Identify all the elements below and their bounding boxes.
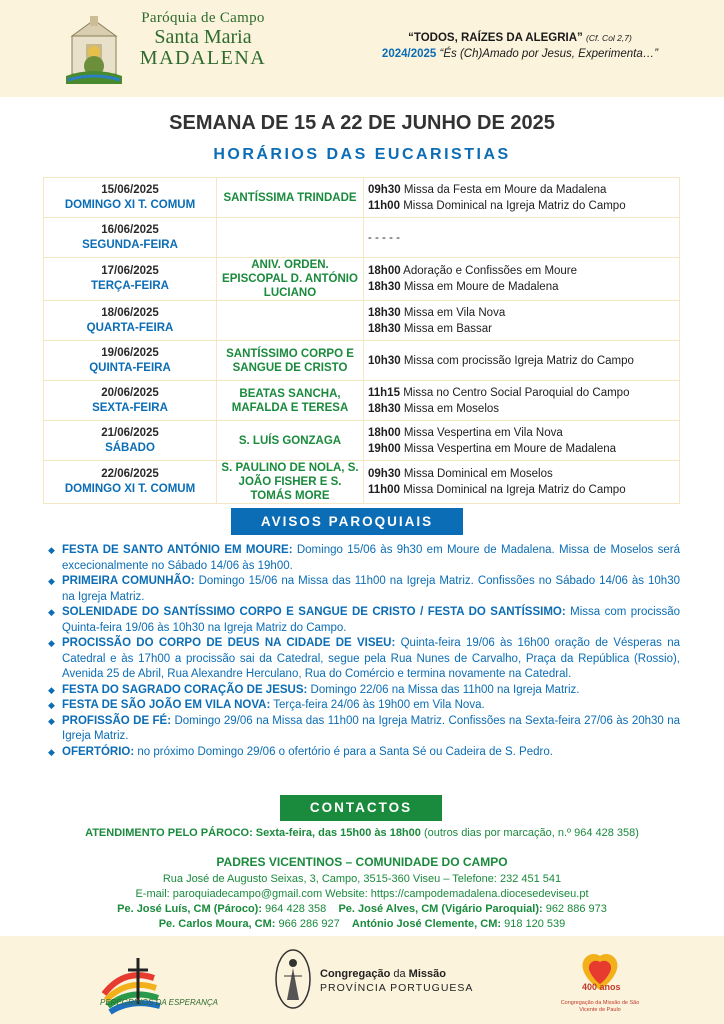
- mass-desc: Missa no Centro Social Paroquial do Campo: [403, 386, 630, 399]
- schedule-date-cell: [44, 341, 217, 381]
- office-hours-tail: (outros dias por marcação, n.º 964 428 358): [420, 827, 639, 839]
- jubilee-label: PEREGRINOS DA ESPERANÇA: [100, 998, 218, 1007]
- community-name: PADRES VICENTINOS – COMUNIDADE DO CAMPO: [216, 855, 508, 869]
- schedule-date-cell: [44, 301, 217, 341]
- congregation-missao: Missão: [408, 968, 446, 980]
- notice-body: Domingo 29/06 na Missa das 11h00 na Igreja Matriz. Confissões na Sexta-feira 27/06 às 20h30 na Igreja Matriz.: [62, 714, 680, 742]
- mass-entry: [368, 401, 679, 417]
- diamond-bullet-icon: ◆: [48, 700, 55, 710]
- mass-time: 18h00: [368, 265, 401, 277]
- mass-time: 18h30: [368, 322, 401, 335]
- mass-entry: [368, 425, 679, 441]
- schedule-date: 18/06/2025: [101, 306, 159, 319]
- priest-2-phone: 962 886 973: [542, 903, 607, 915]
- mass-entry: [368, 441, 679, 457]
- mass-time: 18h30: [368, 306, 401, 319]
- eucharist-title: HORÁRIOS DAS EUCARISTIAS: [213, 146, 511, 163]
- priest-2-name: Pe. José Alves, CM (Vigário Paroquial):: [338, 903, 543, 915]
- anniversary-label: 400 anos: [582, 982, 621, 992]
- mass-entry: [368, 466, 679, 482]
- schedule-masses: [364, 178, 680, 218]
- diamond-bullet-icon: ◆: [48, 638, 55, 648]
- notice-body: Quinta-feira 19/06 às 16h00 oração de Vésperas na Catedral e às 17h00 a procissão sai da Catedral, segue pela Rua Nunes de Carvalho, Praça da República (Rossio), Avenida 25 de Abril, Rua Alexandre Herculano, Rua do Comércio e termina novamente na Catedral.: [62, 637, 680, 680]
- congregation-word: Congregação: [320, 968, 391, 980]
- schedule-masses: [364, 461, 680, 504]
- diamond-bullet-icon: ◆: [48, 746, 55, 757]
- priest-3-phone: 966 286 927: [275, 918, 340, 930]
- schedule-feast: [217, 301, 364, 341]
- schedule-date: 22/06/2025: [101, 468, 159, 480]
- logo-line-2: Santa Maria: [154, 26, 252, 48]
- schedule-date-cell: [44, 381, 217, 421]
- notices-list: [48, 543, 680, 760]
- notice-item: [48, 683, 680, 699]
- congregation-text: [320, 967, 473, 995]
- anniversary-subtitle: Congregação da Missão de São Vicente de Paulo: [560, 1000, 640, 1013]
- schedule-row: [44, 258, 680, 301]
- mass-entry: [368, 230, 679, 246]
- schedule-date-cell: [44, 178, 217, 218]
- notice-item: [48, 574, 680, 605]
- notice-body: Domingo 15/06 na Missa das 11h00 na Igreja Matriz. Confissões no Sábado 14/06 às 10h30 na Igreja Matriz.: [62, 575, 680, 603]
- mass-entry: [368, 182, 679, 198]
- mass-time: 11h00: [368, 199, 400, 212]
- priests-line-2: [0, 917, 724, 932]
- schedule-masses: [364, 381, 680, 421]
- contacts-heading: CONTACTOS: [280, 795, 442, 821]
- schedule-weekday: DOMINGO XI T. COMUM: [64, 198, 196, 211]
- schedule-row: [44, 218, 680, 258]
- mass-desc: Missa Dominical em Moselos: [403, 468, 553, 480]
- mass-desc: - - - - -: [368, 231, 400, 244]
- schedule-row: [44, 421, 680, 461]
- mass-entry: [368, 279, 679, 295]
- mass-desc: Missa com procissão Igreja Matriz do Campo: [403, 354, 634, 367]
- mass-time: 18h30: [368, 281, 401, 293]
- motto-year: 2024/2025: [381, 48, 437, 60]
- schedule-weekday: SÁBADO: [105, 441, 155, 454]
- notice-head: PROCISSÃO DO CORPO DE DEUS NA CIDADE DE VISEU:: [62, 637, 396, 649]
- congregation-da: da: [390, 968, 409, 980]
- mass-entry: [368, 482, 679, 498]
- footer: [0, 936, 724, 1024]
- schedule-feast: ANIV. ORDEN. EPISCOPAL D. ANTÓNIO LUCIANO: [217, 258, 364, 301]
- schedule-feast: S. PAULINO DE NOLA, S. JOÃO FISHER E S. TOMÁS MORE: [217, 461, 364, 504]
- diamond-bullet-icon: ◆: [48, 607, 55, 617]
- priest-1-phone: 964 428 358: [262, 903, 327, 915]
- schedule-masses: [364, 301, 680, 341]
- schedule-date: 21/06/2025: [101, 426, 159, 439]
- schedule-row: [44, 341, 680, 381]
- notice-body: Domingo 22/06 na Missa das 11h00 na Igreja Matriz.: [307, 683, 580, 696]
- address-block: [0, 872, 724, 932]
- notice-item: [48, 605, 680, 636]
- mass-schedule-table: [43, 177, 680, 504]
- schedule-masses: [364, 341, 680, 381]
- notice-item: [48, 745, 680, 761]
- schedule-date-cell: [44, 461, 217, 504]
- mass-time: 10h30: [368, 354, 401, 367]
- schedule-row: [44, 381, 680, 421]
- mass-desc: Adoração e Confissões em Moure: [403, 265, 578, 277]
- jubilee-logo-icon: [94, 948, 172, 1018]
- schedule-weekday: DOMINGO XI T. COMUM: [64, 483, 196, 495]
- notice-head: FESTA DO SAGRADO CORAÇÃO DE JESUS:: [62, 683, 308, 696]
- notice-head: PRIMEIRA COMUNHÃO:: [62, 575, 195, 587]
- mass-desc: Missa Dominical na Igreja Matriz do Campo: [403, 199, 626, 212]
- office-hours-head: ATENDIMENTO PELO PÁROCO: Sexta-feira, das 15h00 às 18h00: [85, 827, 421, 839]
- mass-desc: Missa em Bassar: [403, 322, 492, 335]
- mass-desc: Missa em Vila Nova: [403, 306, 506, 319]
- schedule-feast: BEATAS SANCHA, MAFALDA E TERESA: [217, 381, 364, 421]
- office-hours: [0, 827, 724, 839]
- mass-time: 11h00: [368, 484, 400, 496]
- week-title: SEMANA DE 15 A 22 DE JUNHO DE 2025: [169, 112, 555, 134]
- mass-desc: Missa em Moselos: [403, 402, 500, 415]
- address: Rua José de Augusto Seixas, 3, Campo, 3515-360 Viseu – Telefone: 232 451 541: [162, 873, 562, 885]
- priest-4-name: António José Clemente, CM:: [351, 918, 502, 930]
- schedule-date: 16/06/2025: [101, 223, 159, 236]
- notice-body: Missa com procissão Quinta-feira 19/06 às 10h30 na Igreja Matriz do Campo.: [62, 606, 680, 634]
- schedule-date: 15/06/2025: [101, 183, 159, 196]
- schedule-row: [44, 178, 680, 218]
- avisos-heading: AVISOS PAROQUIAIS: [231, 508, 463, 535]
- mass-time: 18h30: [368, 402, 401, 415]
- parish-logo-text: [128, 10, 278, 68]
- mass-entry: [368, 198, 679, 214]
- schedule-feast: SANTÍSSIMA TRINDADE: [217, 178, 364, 218]
- motto-main: “TODOS, RAÍZES DA ALEGRIA”: [408, 32, 583, 44]
- mass-desc: Missa Dominical na Igreja Matriz do Campo: [403, 484, 626, 496]
- schedule-date: 19/06/2025: [101, 346, 159, 359]
- priest-4-phone: 918 120 539: [501, 918, 566, 930]
- logo-line-3: MADALENA: [139, 47, 267, 69]
- schedule-weekday: SEXTA-FEIRA: [92, 401, 168, 414]
- mass-entry: [368, 263, 679, 279]
- schedule-weekday: TERÇA-FEIRA: [91, 280, 169, 292]
- diamond-bullet-icon: ◆: [48, 715, 55, 726]
- mass-time: 09h30: [368, 183, 401, 196]
- mass-desc: Missa Vespertina em Vila Nova: [403, 426, 563, 439]
- notice-head: PROFISSÃO DE FÉ:: [62, 714, 172, 727]
- mass-desc: Missa em Moure de Madalena: [403, 281, 559, 293]
- church-logo-icon: [66, 14, 122, 84]
- mass-time: 18h00: [368, 426, 401, 439]
- schedule-masses: [364, 258, 680, 301]
- schedule-masses: [364, 421, 680, 461]
- motto-ref: (Cf. Col 2,7): [586, 33, 632, 43]
- mass-entry: [368, 305, 679, 321]
- diamond-bullet-icon: ◆: [48, 576, 55, 586]
- priest-3-name: Pe. Carlos Moura, CM:: [158, 918, 276, 930]
- email-website: E-mail: paroquiadecampo@gmail.com Website: https://campodemadalena.diocesedeviseu.pt: [135, 888, 589, 900]
- schedule-date-cell: [44, 218, 217, 258]
- notice-item: [48, 636, 680, 683]
- schedule-feast: S. LUÍS GONZAGA: [217, 421, 364, 461]
- mass-desc: Missa da Festa em Moure da Madalena: [403, 183, 607, 196]
- schedule-date: 20/06/2025: [101, 386, 159, 399]
- schedule-weekday: QUINTA-FEIRA: [89, 361, 171, 374]
- mass-time: 19h00: [368, 442, 401, 455]
- notice-item: [48, 714, 680, 745]
- notice-head: FESTA DE SANTO ANTÓNIO EM MOURE:: [62, 544, 293, 556]
- mass-entry: [368, 353, 679, 369]
- schedule-date-cell: [44, 258, 217, 301]
- schedule-weekday: QUARTA-FEIRA: [86, 321, 174, 334]
- notice-head: FESTA DE SÃO JOÃO EM VILA NOVA:: [62, 699, 271, 711]
- schedule-feast: [217, 218, 364, 258]
- priests-line-1: [0, 902, 724, 917]
- schedule-row: [44, 301, 680, 341]
- diamond-bullet-icon: ◆: [48, 545, 55, 555]
- notice-head: SOLENIDADE DO SANTÍSSIMO CORPO E SANGUE DE CRISTO / FESTA DO SANTÍSSIMO:: [62, 606, 566, 618]
- motto-sub: “És (Ch)Amado por Jesus, Experimenta…”: [439, 48, 659, 60]
- logo-line-1: Paróquia de Campo: [141, 10, 265, 26]
- diamond-bullet-icon: ◆: [48, 684, 55, 695]
- header: [0, 0, 724, 97]
- schedule-masses: [364, 218, 680, 258]
- motto: [340, 30, 700, 62]
- notice-item: [48, 543, 680, 574]
- notice-body: Terça-feira 24/06 às 19h00 em Vila Nova.: [270, 699, 485, 711]
- priest-1-name: Pe. José Luís, CM (Pároco):: [117, 903, 262, 915]
- province: PROVÍNCIA PORTUGUESA: [320, 982, 474, 994]
- mass-desc: Missa Vespertina em Moure de Madalena: [403, 442, 617, 455]
- schedule-feast: SANTÍSSIMO CORPO E SANGUE DE CRISTO: [217, 341, 364, 381]
- notice-body: no próximo Domingo 29/06 o ofertório é para a Santa Sé ou Cadeira de S. Pedro.: [134, 745, 553, 758]
- mass-time: 09h30: [368, 468, 401, 480]
- congregation-medal-icon: [274, 948, 312, 1010]
- schedule-weekday: SEGUNDA-FEIRA: [82, 238, 178, 251]
- notice-head: OFERTÓRIO:: [62, 745, 135, 758]
- schedule-row: [44, 461, 680, 504]
- schedule-date: 17/06/2025: [101, 265, 159, 277]
- mass-time: 11h15: [368, 386, 400, 399]
- mass-entry: [368, 385, 679, 401]
- notice-body: Domingo 15/06 às 9h30 em Moure de Madalena. Missa de Moselos será excecionalmente no Sábado 14/06 às 19h00.: [62, 544, 681, 572]
- mass-entry: [368, 321, 679, 337]
- schedule-date-cell: [44, 421, 217, 461]
- notice-item: [48, 698, 680, 714]
